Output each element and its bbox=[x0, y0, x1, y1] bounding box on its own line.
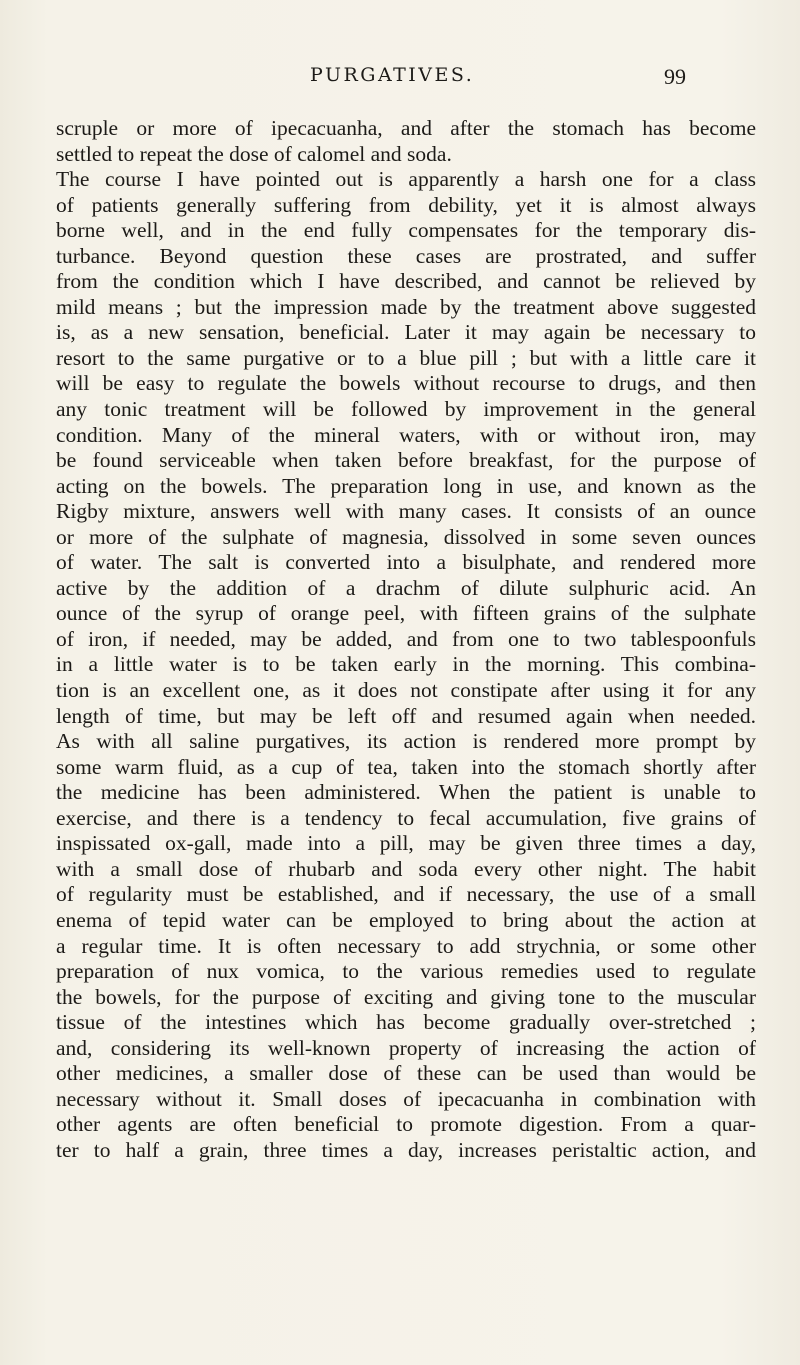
text-line: tion is an excellent one, as it does not constipate after using it for any bbox=[56, 678, 756, 703]
text-line: settled to repeat the dose of calomel and soda. bbox=[56, 141, 452, 166]
text-line: and, considering its well-known property of increasing the action of bbox=[56, 1035, 756, 1060]
text-line: with a small dose of rhubarb and soda every other night. The habit bbox=[56, 856, 756, 881]
text-line: acting on the bowels. The preparation long in use, and known as the bbox=[56, 473, 756, 498]
text-line: some warm fluid, as a cup of tea, taken into the stomach shortly after bbox=[56, 754, 756, 779]
text-line: in a little water is to be taken early in the morning. This combina- bbox=[56, 652, 756, 677]
text-line: of water. The salt is converted into a bisulphate, and rendered more bbox=[56, 550, 756, 575]
text-line: Rigby mixture, answers well with many cases. It consists of an ounce bbox=[56, 499, 756, 524]
text-line: other medicines, a smaller dose of these can be used than would be bbox=[56, 1061, 756, 1086]
text-line: of iron, if needed, may be added, and from one to two tablespoonfuls bbox=[56, 626, 756, 651]
text-line: length of time, but may be left off and resumed again when needed. bbox=[56, 703, 756, 728]
text-line: a regular time. It is often necessary to add strychnia, or some other bbox=[56, 933, 756, 958]
text-line: from the condition which I have described, and cannot be relieved by bbox=[56, 269, 756, 294]
text-line: As with all saline purgatives, its action is rendered more prompt by bbox=[56, 729, 756, 754]
text-line: of regularity must be established, and if necessary, the use of a small bbox=[56, 882, 756, 907]
text-line: active by the addition of a drachm of dilute sulphuric acid. An bbox=[56, 575, 756, 600]
text-line: condition. Many of the mineral waters, with or without iron, may bbox=[56, 422, 756, 447]
text-line: ounce of the syrup of orange peel, with fifteen grains of the sulphate bbox=[56, 601, 756, 626]
text-line: scruple or more of ipecacuanha, and after the stomach has become bbox=[56, 116, 756, 140]
text-line: inspissated ox-gall, made into a pill, may be given three times a day, bbox=[56, 831, 756, 856]
text-line: the medicine has been administered. When the patient is unable to bbox=[56, 780, 756, 805]
text-line: The course I have pointed out is apparently a harsh one for a class bbox=[56, 167, 756, 192]
text-line: any tonic treatment will be followed by improvement in the general bbox=[56, 397, 756, 422]
text-line: ter to half a grain, three times a day, increases peristaltic action, and bbox=[56, 1137, 756, 1162]
running-title: PURGATIVES. bbox=[310, 64, 475, 86]
text-line: borne well, and in the end fully compensates for the temporary dis- bbox=[56, 218, 756, 243]
text-line: will be easy to regulate the bowels without recourse to drugs, and then bbox=[56, 371, 756, 396]
body-text bbox=[56, 116, 756, 1163]
text-line: mild means ; but the impression made by the treatment above suggested bbox=[56, 294, 756, 319]
text-line: or more of the sulphate of magnesia, dissolved in some seven ounces bbox=[56, 524, 756, 549]
text-line: enema of tepid water can be employed to bring about the action at bbox=[56, 907, 756, 932]
text-line: preparation of nux vomica, to the various remedies used to regulate bbox=[56, 959, 756, 984]
text-line: of patients generally suffering from debility, yet it is almost always bbox=[56, 192, 756, 217]
text-line: exercise, and there is a tendency to fecal accumulation, five grains of bbox=[56, 805, 756, 830]
text-line: necessary without it. Small doses of ipecacuanha in combination with bbox=[56, 1086, 756, 1111]
text-line: turbance. Beyond question these cases are prostrated, and suffer bbox=[56, 243, 756, 268]
text-line: other agents are often beneficial to promote digestion. From a quar- bbox=[56, 1112, 756, 1137]
text-line: be found serviceable when taken before breakfast, for the purpose of bbox=[56, 448, 756, 473]
page-header bbox=[0, 64, 800, 104]
text-line: is, as a new sensation, beneficial. Later it may again be necessary to bbox=[56, 320, 756, 345]
page-number: 99 bbox=[664, 64, 686, 89]
text-line: tissue of the intestines which has become gradually over-stretched ; bbox=[56, 1010, 756, 1035]
text-line: the bowels, for the purpose of exciting and giving tone to the muscular bbox=[56, 984, 756, 1009]
text-line: resort to the same purgative or to a blue pill ; but with a little care it bbox=[56, 345, 756, 370]
